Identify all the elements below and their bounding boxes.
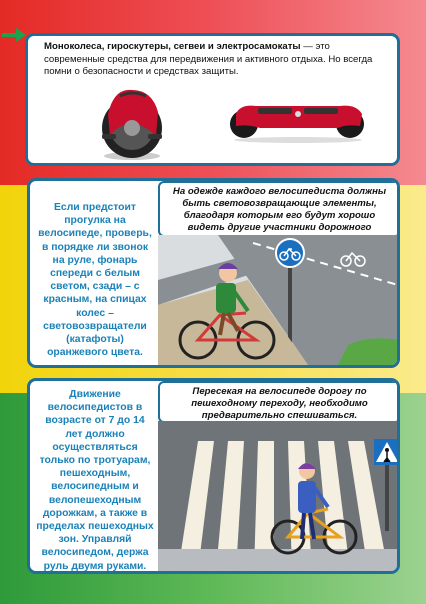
bicycle-lane-sign-icon [276, 239, 304, 267]
bicycle-check-card [27, 178, 400, 368]
intro-text [44, 41, 386, 79]
intro-bold: Моноколеса, гироскутеры, сегвеи и электросамокаты [44, 41, 301, 52]
monowheel-image [98, 84, 170, 162]
hoverboard-image [226, 96, 371, 144]
cyclist-age-text: Движение велосипедистов в возрасте от 7 до 14 лет должно осуществляться только по тротуарам, пешеходным, велосипедным и велопешеходным дорожкам, а также в пределах пешеходных зон. Управляй велосипедом, держа руль двумя руками. [36, 389, 154, 572]
crossing-illustration [158, 421, 400, 571]
cyclist-age-card [27, 378, 400, 574]
crossing-caption: Пересекая на велосипеде дорогу по пешеходному переходу, необходимо предварительно спешиваться. [158, 381, 400, 423]
intro-body: — это современные средства для передвижения и активного отдыха. Но всегда помни о безопасности и средствах защиты. [44, 41, 373, 77]
reflective-caption: На одежде каждого велосипедиста должны быть световозвращающие элементы, благодаря которым его будут хорошо видеть другие участники дорожного [158, 181, 400, 237]
cyclist-road-illustration [158, 235, 400, 365]
bicycle-check-text: Если предстоит прогулка на велосипеде, проверь, в порядке ли звонок на руле, фонарь спереди с белым светом, сзади – с красным, на спицах колес – световозвращатели (катафоты) оранжевого цвета. [38, 202, 152, 359]
intro-card [25, 33, 400, 166]
